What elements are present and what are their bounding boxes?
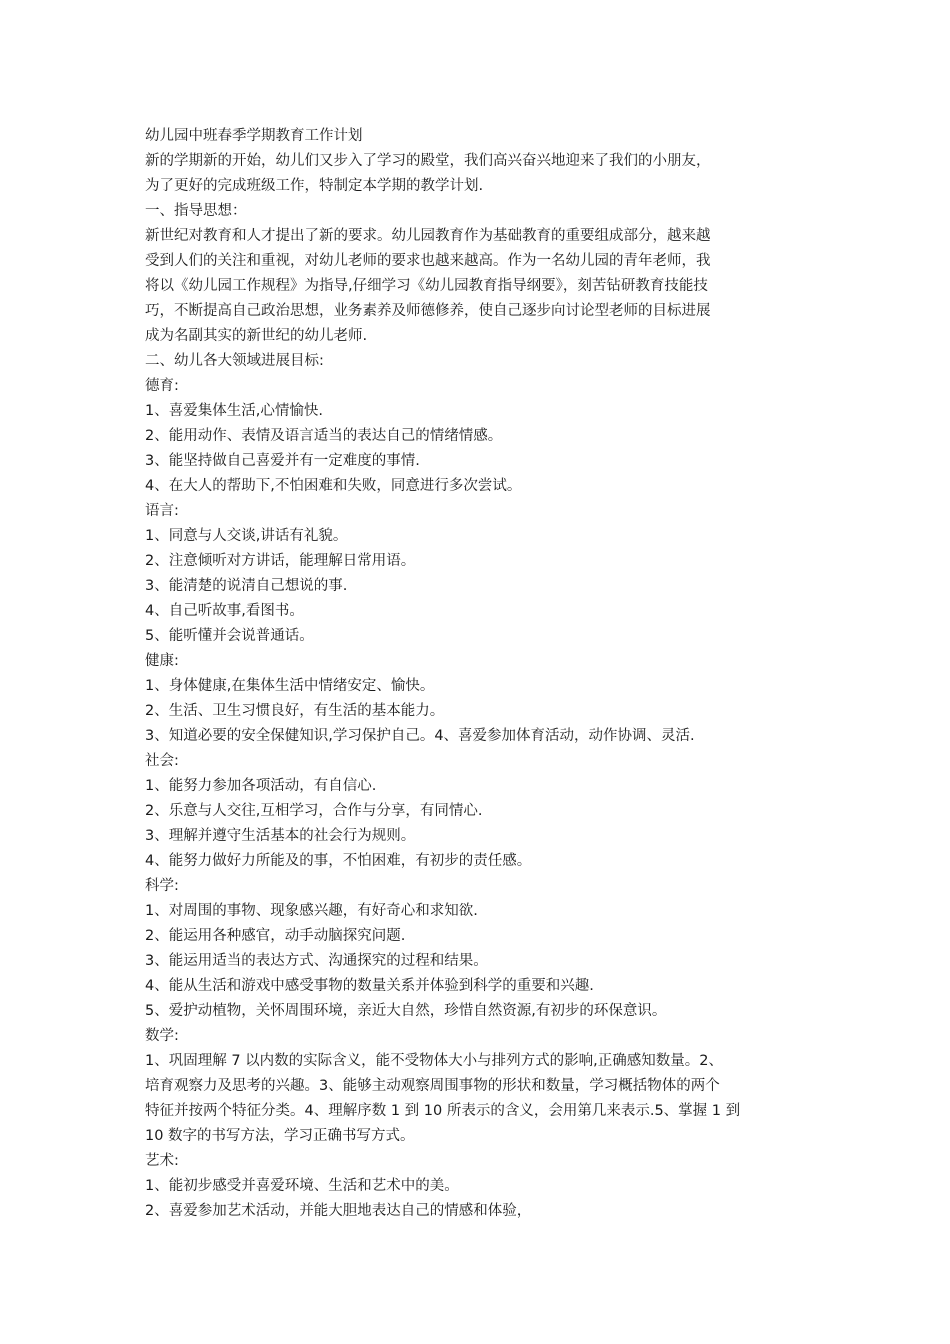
list-item: 2、生活、卫生习惯良好，有生活的基本能力。: [145, 703, 445, 719]
list-item: 5、能听懂并会说普通话。: [145, 628, 314, 644]
document-body: [145, 124, 813, 1224]
list-item: 1、能初步感受并喜爱环境、生活和艺术中的美。: [145, 1178, 459, 1194]
list-item: 4、能努力做好力所能及的事，不怕困难，有初步的责任感。: [145, 853, 532, 869]
list-item: 4、能从生活和游戏中感受事物的数量关系并体验到科学的重要和兴趣.: [145, 978, 594, 994]
list-item: 2、能运用各种感官，动手动脑探究问题.: [145, 928, 406, 944]
list-item: 1、对周围的事物、现象感兴趣，有好奇心和求知欲.: [145, 903, 478, 919]
list-item: 3、理解并遵守生活基本的社会行为规则。: [145, 828, 416, 844]
list-item: 2、注意倾听对方讲话，能理解日常用语。: [145, 553, 416, 569]
domain-heading: 健康:: [145, 653, 179, 669]
list-item: 3、能坚持做自己喜爱并有一定难度的事情.: [145, 453, 420, 469]
list-item: 1、能努力参加各项活动，有自信心.: [145, 778, 377, 794]
document-title: 幼儿园中班春季学期教育工作计划: [145, 128, 363, 144]
list-item: 1、喜爱集体生活,心情愉快.: [145, 403, 323, 419]
domain-heading: 德育:: [145, 378, 179, 394]
paragraph-line: 将以《幼儿园工作规程》为指导,仔细学习《幼儿园教育指导纲要》，刻苦钻研教育技能技: [145, 278, 708, 294]
list-item: 3、能清楚的说清自己想说的事.: [145, 578, 348, 594]
domain-heading: 语言:: [145, 503, 179, 519]
paragraph-line: 成为名副其实的新世纪的幼儿老师.: [145, 328, 368, 344]
list-item: 5、爱护动植物，关怀周围环境，亲近大自然，珍惜自然资源,有初步的环保意识。: [145, 1003, 667, 1019]
domain-heading: 科学:: [145, 878, 179, 894]
list-item: 2、乐意与人交往,互相学习，合作与分享，有同情心.: [145, 803, 483, 819]
domain-heading: 社会:: [145, 753, 179, 769]
list-item: 3、能运用适当的表达方式、沟通探究的过程和结果。: [145, 953, 488, 969]
paragraph-line: 受到人们的关注和重视，对幼儿老师的要求也越来越高。作为一名幼儿园的青年老师，我: [145, 253, 711, 269]
paragraph-line: 新世纪对教育和人才提出了新的要求。幼儿园教育作为基础教育的重要组成部分，越来越: [145, 228, 711, 244]
list-item: 1、身体健康,在集体生活中情绪安定、愉快。: [145, 678, 435, 694]
paragraph-line: 10 数字的书写方法，学习正确书写方式。: [145, 1128, 415, 1144]
list-item: 1、同意与人交谈,讲话有礼貌。: [145, 528, 348, 544]
section-heading: 二、幼儿各大领域进展目标:: [145, 353, 324, 369]
domain-heading: 数学:: [145, 1028, 179, 1044]
list-item: 2、能用动作、表情及语言适当的表达自己的情绪情感。: [145, 428, 503, 444]
list-item: 4、自己听故事,看图书。: [145, 603, 304, 619]
intro-line: 新的学期新的开始，幼儿们又步入了学习的殿堂，我们高兴奋兴地迎来了我们的小朋友，: [145, 153, 711, 169]
paragraph-line: 巧，不断提高自己政治思想，业务素养及师德修养，使自己逐步向讨论型老师的目标进展: [145, 303, 711, 319]
list-item: 4、在大人的帮助下,不怕困难和失败，同意进行多次尝试。: [145, 478, 522, 494]
paragraph-line: 培育观察力及思考的兴趣。3、能够主动观察周围事物的形状和数量，学习概括物体的两个: [145, 1078, 720, 1094]
domain-heading: 艺术:: [145, 1153, 179, 1169]
list-item: 3、知道必要的安全保健知识,学习保护自己。4、喜爱参加体育活动，动作协调、灵活.: [145, 728, 695, 744]
paragraph-line: 特征并按两个特征分类。4、理解序数 1 到 10 所表示的含义，会用第几来表示.5、掌握 1 到: [145, 1103, 741, 1119]
intro-line: 为了更好的完成班级工作，特制定本学期的教学计划.: [145, 178, 484, 194]
section-heading: 一、指导思想：: [145, 203, 247, 219]
list-item: 2、喜爱参加艺术活动，并能大胆地表达自己的情感和体验，: [145, 1203, 532, 1219]
paragraph-line: 1、巩固理解 7 以内数的实际含义，能不受物体大小与排列方式的影响,正确感知数量。2、: [145, 1053, 723, 1069]
